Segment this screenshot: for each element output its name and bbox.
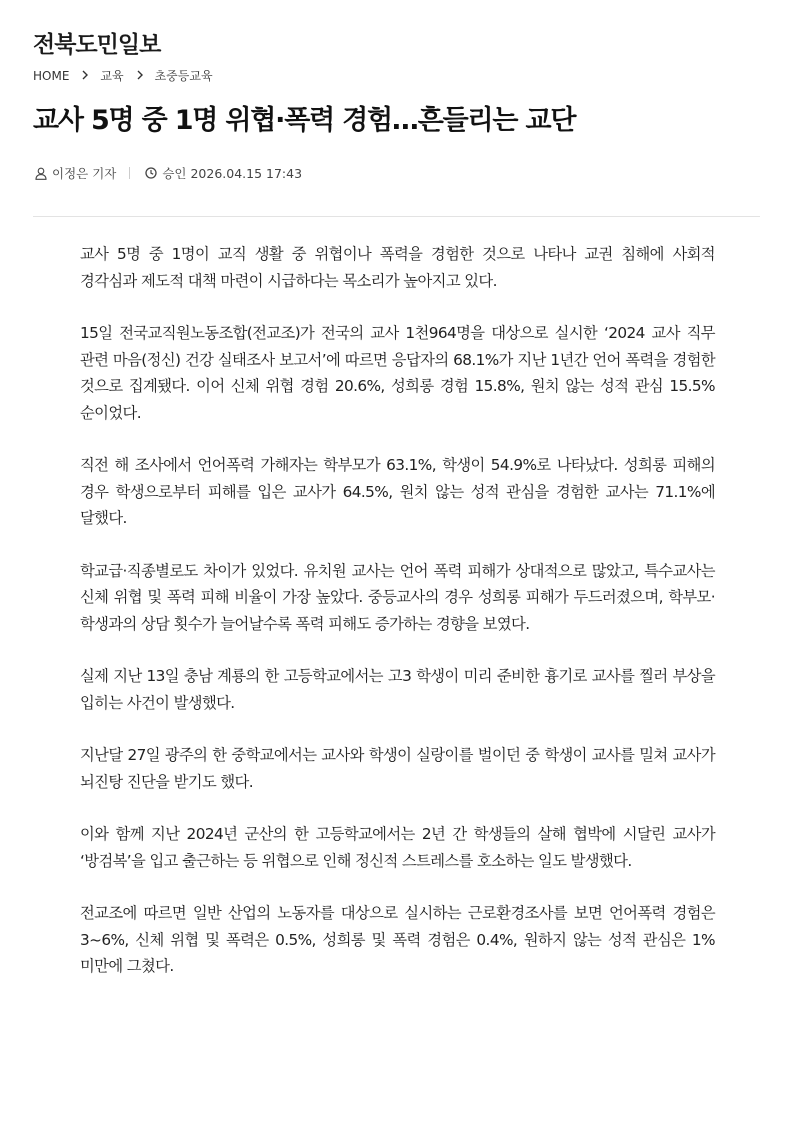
header-divider	[33, 216, 760, 217]
meta-divider	[129, 167, 130, 179]
byline-text[interactable]: 이정은 기자	[52, 166, 117, 181]
breadcrumb	[33, 67, 213, 84]
clock-icon	[145, 167, 157, 179]
chevron-right-icon	[81, 69, 89, 83]
article-body	[80, 241, 715, 1006]
breadcrumb-elementary-secondary[interactable]: 초중등교육	[154, 69, 213, 83]
breadcrumb-home[interactable]: HOME	[33, 68, 70, 83]
article-paragraph: 전교조에 따르면 일반 산업의 노동자를 대상으로 실시하는 근로환경조사를 보면 언어폭력 경험은 3~6%, 신체 위협 및 폭력은 0.5%, 성희롱 및 폭력 경험은 0.4%, 원하지 않는 성적 관심은 1% 미만에 그쳤다.	[80, 904, 715, 975]
site-logo[interactable]: 전북도민일보	[33, 31, 161, 58]
article-paragraph: 실제 지난 13일 충남 계룡의 한 고등학교에서는 고3 학생이 미리 준비한 흉기로 교사를 찔러 부상을 입히는 사건이 발생했다.	[80, 667, 715, 712]
article-title: 교사 5명 중 1명 위협·폭력 경험…흔들리는 교단	[33, 105, 576, 136]
article-paragraph: 지난달 27일 광주의 한 중학교에서는 교사와 학생이 실랑이를 벌이던 중 학생이 교사를 밀쳐 교사가 뇌진탕 진단을 받기도 했다.	[80, 746, 715, 791]
byline	[35, 164, 116, 182]
breadcrumb-education[interactable]: 교육	[100, 69, 124, 83]
article-paragraph: 학교급·직종별로도 차이가 있었다. 유치원 교사는 언어 폭력 피해가 상대적으로 많았고, 특수교사는 신체 위협 및 폭력 피해 비율이 가장 높았다. 중등교사의 경우 성희롱 피해가 두드러졌으며, 학부모·학생과의 상담 횟수가 늘어날수록 폭력 피해도 증가하는 경향을 보였다.	[80, 561, 715, 633]
approved-time	[145, 164, 302, 182]
article-paragraph: 교사 5명 중 1명이 교직 생활 중 위협이나 폭력을 경험한 것으로 나타나 교권 침해에 사회적 경각심과 제도적 대책 마련이 시급하다는 목소리가 높아지고 있다.	[80, 245, 715, 290]
person-icon	[35, 167, 47, 180]
article-paragraph: 이와 함께 지난 2024년 군산의 한 고등학교에서는 2년 간 학생들의 살해 협박에 시달린 교사가 ‘방검복’을 입고 출근하는 등 위협으로 인해 정신적 스트레스를 호소하는 일도 발생했다.	[80, 825, 715, 870]
article-paragraph: 15일 전국교직원노동조합(전교조)가 전국의 교사 1천964명을 대상으로 실시한 ‘2024 교사 직무 관련 마음(정신) 건강 실태조사 보고서’에 따르면 응답자의 68.1%가 지난 1년간 언어 폭력을 경험한 것으로 집계됐다. 이어 신체 위협 경험 20.6%, 성희롱 경험 15.8%, 원치 않는 성적 관심 15.5% 순이었다.	[80, 324, 715, 422]
article-meta	[35, 164, 302, 182]
chevron-right-icon	[136, 69, 144, 83]
article-paragraph: 직전 해 조사에서 언어폭력 가해자는 학부모가 63.1%, 학생이 54.9%로 나타났다. 성희롱 피해의 경우 학생으로부터 피해를 입은 교사가 64.5%, 원치 않는 성적 관심을 경험한 교사는 71.1%에 달했다.	[80, 456, 715, 527]
approved-text: 승인 2026.04.15 17:43	[162, 166, 303, 181]
